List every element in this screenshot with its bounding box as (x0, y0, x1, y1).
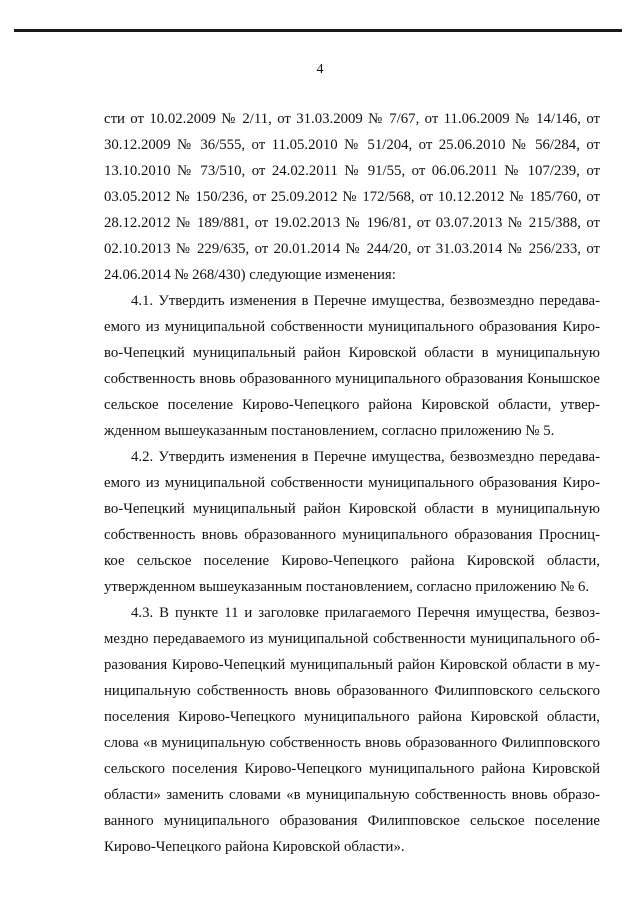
body-line: 30.12.2009 № 36/555, от 11.05.2010 № 51/204, от 25.06.2010 № 56/284, от (104, 137, 600, 153)
body-line: поселения Кирово-Чепецкого муниципального района Кировской области, (104, 709, 600, 725)
header-rule (14, 29, 622, 32)
body-line: 02.10.2013 № 229/635, от 20.01.2014 № 244/20, от 31.03.2014 № 256/233, от (104, 241, 600, 257)
body-line: разования Кирово-Чепецкий муниципальный район Кировской области в му- (104, 657, 600, 673)
body-line: сельского поселения Кирово-Чепецкого муниципального района Кировской (104, 761, 600, 777)
paragraph-4-3-first-line: 4.3. В пункте 11 и заголовке прилагаемого Перечня имущества, безвоз- (131, 605, 600, 621)
body-line: собственность вновь образованного муниципального образования Просниц- (104, 527, 600, 543)
body-line: кое сельское поселение Кирово-Чепецкого района Кировской области, (104, 553, 600, 569)
body-line: сельское поселение Кирово-Чепецкого района Кировской области, утвер- (104, 397, 600, 413)
paragraph-4-1-first-line: 4.1. Утвердить изменения в Перечне имущества, безвозмездно передава- (131, 293, 600, 309)
body-line: 13.10.2010 № 73/510, от 24.02.2011 № 91/55, от 06.06.2011 № 107/239, от (104, 163, 600, 179)
body-line: слова «в муниципальную собственность вновь образованного Филипповского (104, 735, 600, 751)
body-line: 03.05.2012 № 150/236, от 25.09.2012 № 172/568, от 10.12.2012 № 185/760, от (104, 189, 600, 205)
body-line: ниципальную собственность вновь образованного Филипповского сельского (104, 683, 600, 699)
paragraph-4-2-first-line: 4.2. Утвердить изменения в Перечне имущества, безвозмездно передава- (131, 449, 600, 465)
body-line: во-Чепецкий муниципальный район Кировской области в муниципальную (104, 345, 600, 361)
body-line: емого из муниципальной собственности муниципального образования Киро- (104, 475, 600, 491)
body-line: утвержденном вышеуказанным постановлением, согласно приложению № 6. (104, 579, 590, 595)
body-line: Кирово-Чепецкого района Кировской области». (104, 839, 405, 855)
body-line: собственность вновь образованного муниципального образования Конышское (104, 371, 600, 387)
body-line: 28.12.2012 № 189/881, от 19.02.2013 № 196/81, от 03.07.2013 № 215/388, от (104, 215, 600, 231)
body-line: емого из муниципальной собственности муниципального образования Киро- (104, 319, 600, 335)
body-line: жденном вышеуказанным постановлением, согласно приложению № 5. (104, 423, 555, 439)
body-line: области» заменить словами «в муниципальную собственность вновь образо- (104, 787, 600, 803)
page-number: 4 (316, 62, 324, 77)
body-line: во-Чепецкий муниципальный район Кировской области в муниципальную (104, 501, 600, 517)
body-line: ванного муниципального образования Филипповское сельское поселение (104, 813, 600, 829)
body-line: сти от 10.02.2009 № 2/11, от 31.03.2009 № 7/67, от 11.06.2009 № 14/146, от (104, 111, 600, 127)
body-line: мездно передаваемого из муниципальной собственности муниципального об- (104, 631, 600, 647)
body-line: 24.06.2014 № 268/430) следующие изменения: (104, 267, 396, 283)
